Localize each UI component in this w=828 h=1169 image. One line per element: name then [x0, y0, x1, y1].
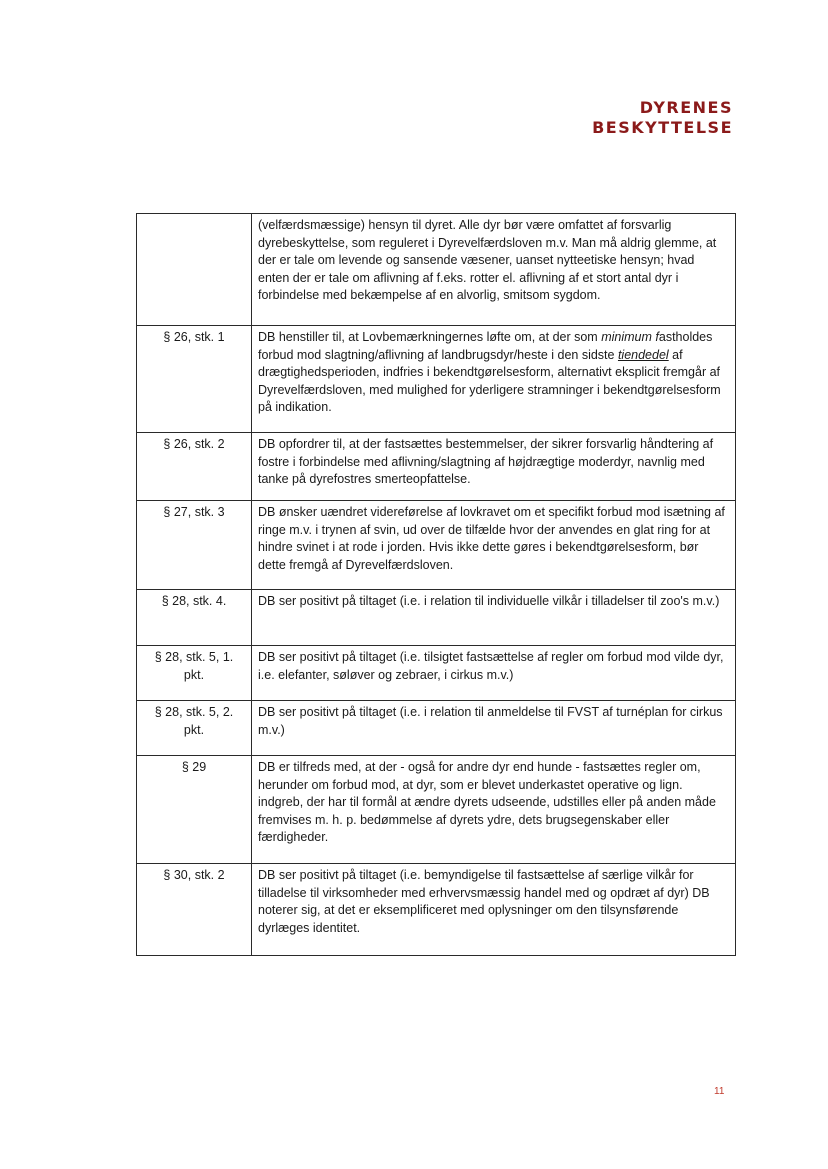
table-row [137, 433, 736, 501]
section-reference: § 29 [137, 756, 252, 864]
text-fragment: DB ser positivt på tiltaget (i.e. i relation til individuelle vilkår i tilladelser til zoo's m.v.) [258, 594, 720, 608]
text-fragment: astholdes forbud mod slagtning/aflivning af landbrugsdyr/heste i den sidste [258, 330, 713, 362]
table-row [137, 214, 736, 326]
text-fragment: (velfærdsmæssige) hensyn til dyret. Alle dyr bør være omfattet af forsvarlig dyrebeskyttelse, som reguleret i Dyrevelfærdsloven m.v. Man må aldrig glemme, at der er tale om levende og sansende væsener, uanset nytteetiske hensyn; hvad enten der er tale om aflivning af f.eks. rotter el. aflivning af et stort antal dyr i forbindelse med bekæmpelse af en alvorlig, smitsom sygdom. [258, 218, 717, 302]
comments-table [136, 213, 736, 956]
table-row [137, 590, 736, 646]
text-fragment: af drægtighedsperioden, indfries i bekendtgørelsesform, alternativt eksplicit fremgår af Dyrevelfærdsloven, med mulighed for yderligere stramninger i bekendtgørelsesform på indikation. [258, 347, 721, 414]
comment-text [252, 590, 736, 646]
comment-text [252, 756, 736, 864]
table-row [137, 701, 736, 756]
comment-text [252, 646, 736, 701]
table-row [137, 646, 736, 701]
comment-text [252, 701, 736, 756]
comment-text [252, 214, 736, 326]
underlined-text: tiendedel [617, 347, 669, 362]
section-reference: § 28, stk. 5, 2. pkt. [137, 701, 252, 756]
text-fragment: DB ønsker uændret videreførelse af lovkravet om et specifikt forbud mod isætning af ringe m.v. i trynen af svin, ud over de tilfælde hvor der anvendes en glat ring for at hindre svinet i at rode i jorden. Hvis ikke dette gøres i bekendtgørelsesform, bør dette fremgå af Dyrevelfærdsloven. [258, 505, 725, 572]
section-reference: § 30, stk. 2 [137, 864, 252, 956]
comments-table-body [137, 214, 736, 956]
section-reference [137, 214, 252, 326]
text-fragment: DB opfordrer til, at der fastsættes bestemmelser, der sikrer forsvarlig håndtering af fostre i forbindelse med aflivning/slagtning af højdrægtige moderdyr, navnlig med tanke på dyrefostres smerteopfattelse. [258, 437, 714, 486]
section-reference: § 26, stk. 2 [137, 433, 252, 501]
page-number: 11 [714, 1086, 725, 1097]
logo [592, 98, 733, 138]
emphasis-text: minimum [601, 330, 652, 344]
logo-line-2: BESKYTTELSE [592, 118, 733, 137]
text-fragment: DB ser positivt på tiltaget (i.e. i relation til anmeldelse til FVST af turnéplan for cirkus m.v.) [258, 705, 723, 737]
logo-line-1: DYRENES [639, 98, 733, 117]
table-row [137, 501, 736, 590]
section-reference: § 27, stk. 3 [137, 501, 252, 590]
text-fragment: DB henstiller til, at Lovbemærkningernes løfte om, at der som [258, 330, 602, 344]
comment-text [252, 326, 736, 433]
text-fragment: DB ser positivt på tiltaget (i.e. bemyndigelse til fastsættelse af særlige vilkår for tilladelse til virksomheder med erhvervsmæssig handel med og opdræt af dyr) DB noterer sig, at det er eksemplificeret med oplysninger om den tilsynsførende dyrlæges identitet. [258, 868, 710, 935]
comment-text [252, 864, 736, 956]
text-fragment: DB er tilfreds med, at der - også for andre dyr end hunde - fastsættes regler om, herunder om forbud mod, at dyr, som er blevet underkastet operative og lign. indgreb, der har til formål at ændre dyrets udseende, udstilles eller på anden måde fremvises m. h. p. bedømmelse af dyrets ydre, dets brugsegenskaber eller færdigheder. [258, 760, 716, 844]
emphasis-text: f [655, 330, 659, 344]
table-row [137, 756, 736, 864]
section-reference: § 26, stk. 1 [137, 326, 252, 433]
table-row [137, 864, 736, 956]
text-fragment: DB ser positivt på tiltaget (i.e. tilsigtet fastsættelse af regler om forbud mod vilde dyr, i.e. elefanter, søløver og zebraer, i cirkus m.v.) [258, 650, 724, 682]
section-reference: § 28, stk. 4. [137, 590, 252, 646]
table-row [137, 326, 736, 433]
comment-text [252, 501, 736, 590]
comment-text [252, 433, 736, 501]
section-reference: § 28, stk. 5, 1. pkt. [137, 646, 252, 701]
